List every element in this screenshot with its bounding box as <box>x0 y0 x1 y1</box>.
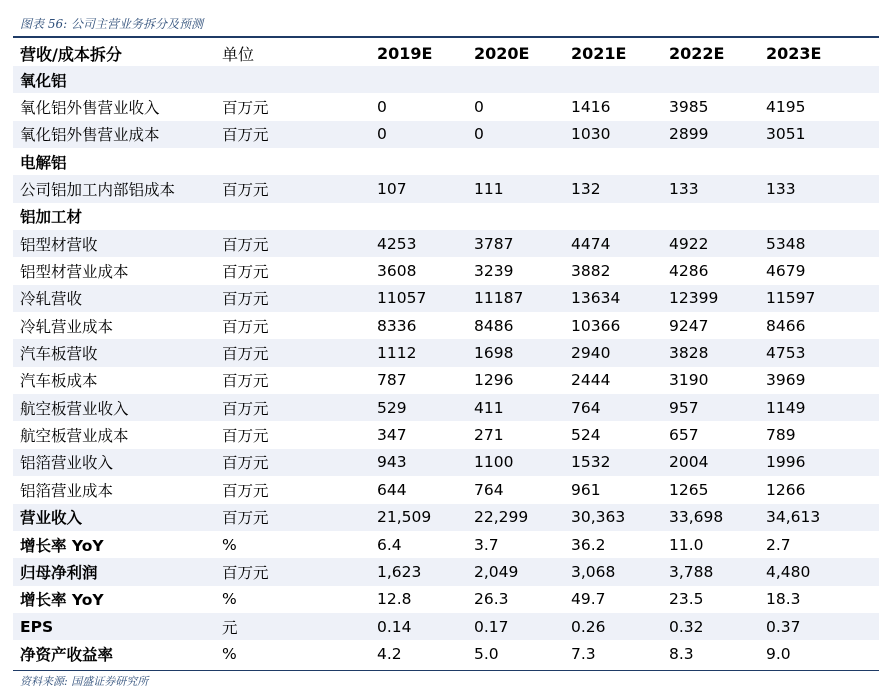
row-value: 7.3 <box>571 644 596 663</box>
row-value: 30,363 <box>571 508 626 527</box>
row-value: 5348 <box>766 234 806 253</box>
table-row <box>13 394 879 421</box>
row-label: 营业收入 <box>20 509 83 528</box>
row-label: 铝箔营业收入 <box>20 454 114 473</box>
row-value: 111 <box>474 180 504 199</box>
row-label: 增长率 YoY <box>20 536 104 555</box>
table-row <box>13 449 879 476</box>
row-value: 4474 <box>571 234 611 253</box>
row-value: 26.3 <box>474 590 509 609</box>
table-row <box>13 257 879 284</box>
row-value: 0 <box>474 125 484 144</box>
row-unit: 百万元 <box>222 290 269 309</box>
row-value: 3882 <box>571 262 611 281</box>
table-section-row <box>13 203 879 230</box>
row-value: 4286 <box>669 262 709 281</box>
row-unit: 百万元 <box>222 181 269 200</box>
row-value: 0 <box>377 98 387 117</box>
row-label: 铝加工材 <box>20 208 83 227</box>
header-year: 2020E <box>474 43 530 63</box>
row-value: 4753 <box>766 344 806 363</box>
table-body <box>13 66 879 668</box>
row-label: 增长率 YoY <box>20 591 104 610</box>
row-value: 6.4 <box>377 535 402 554</box>
row-value: 411 <box>474 398 504 417</box>
row-value: 36.2 <box>571 535 606 554</box>
row-value: 529 <box>377 398 407 417</box>
row-value: 133 <box>766 180 796 199</box>
row-label: 航空板营业成本 <box>20 427 129 446</box>
row-label: 汽车板营收 <box>20 345 98 364</box>
row-value: 5.0 <box>474 644 499 663</box>
row-value: 1996 <box>766 453 806 472</box>
row-unit: 百万元 <box>222 427 269 446</box>
row-unit: 元 <box>222 618 238 637</box>
table-row <box>13 421 879 448</box>
table-row <box>13 640 879 667</box>
row-value: 1265 <box>669 480 709 499</box>
table-row <box>13 312 879 339</box>
row-value: 4922 <box>669 234 709 253</box>
table-row <box>13 367 879 394</box>
row-label: 铝型材营收 <box>20 235 98 254</box>
row-unit: 百万元 <box>222 99 269 118</box>
row-unit: 百万元 <box>222 454 269 473</box>
row-value: 1296 <box>474 371 514 390</box>
row-value: 764 <box>571 398 601 417</box>
row-value: 132 <box>571 180 601 199</box>
row-value: 4195 <box>766 98 806 117</box>
source-note: 资料来源: 国盛证券研究所 <box>20 675 149 688</box>
row-value: 3051 <box>766 125 806 144</box>
row-value: 943 <box>377 453 407 472</box>
row-value: 957 <box>669 398 699 417</box>
table-row <box>13 476 879 503</box>
row-unit: 百万元 <box>222 372 269 391</box>
row-value: 1266 <box>766 480 806 499</box>
row-value: 3190 <box>669 371 709 390</box>
row-value: 787 <box>377 371 407 390</box>
row-unit: 百万元 <box>222 345 269 364</box>
table-row <box>13 121 879 148</box>
row-value: 133 <box>669 180 699 199</box>
row-value: 1100 <box>474 453 514 472</box>
row-value: 1416 <box>571 98 611 117</box>
table-row <box>13 586 879 613</box>
table-top-rule <box>13 36 879 38</box>
table-row <box>13 93 879 120</box>
row-value: 657 <box>669 426 699 445</box>
table-section-row <box>13 66 879 93</box>
table-row <box>13 558 879 585</box>
row-value: 0.32 <box>669 617 704 636</box>
row-value: 961 <box>571 480 601 499</box>
row-value: 4.2 <box>377 644 402 663</box>
row-value: 3985 <box>669 98 709 117</box>
row-value: 1112 <box>377 344 417 363</box>
row-value: 13634 <box>571 289 621 308</box>
row-value: 644 <box>377 480 407 499</box>
table-row <box>13 230 879 257</box>
row-value: 23.5 <box>669 590 704 609</box>
table-header-row <box>13 40 879 66</box>
table-row <box>13 175 879 202</box>
row-value: 11.0 <box>669 535 704 554</box>
row-value: 9.0 <box>766 644 791 663</box>
row-unit: 百万元 <box>222 235 269 254</box>
header-year: 2022E <box>669 43 725 63</box>
row-unit: 百万元 <box>222 481 269 500</box>
row-value: 34,613 <box>766 508 821 527</box>
row-value: 33,698 <box>669 508 724 527</box>
row-value: 1149 <box>766 398 806 417</box>
row-unit: 百万元 <box>222 509 269 528</box>
row-value: 0.17 <box>474 617 509 636</box>
row-unit: 百万元 <box>222 399 269 418</box>
row-unit: 百万元 <box>222 563 269 582</box>
row-value: 3608 <box>377 262 417 281</box>
row-value: 1030 <box>571 125 611 144</box>
row-value: 271 <box>474 426 504 445</box>
row-value: 8466 <box>766 316 806 335</box>
row-value: 0 <box>474 98 484 117</box>
row-unit: 百万元 <box>222 126 269 145</box>
row-value: 2899 <box>669 125 709 144</box>
row-value: 107 <box>377 180 407 199</box>
row-label: 冷轧营业成本 <box>20 317 114 336</box>
row-label: 氧化铝外售营业成本 <box>20 126 160 145</box>
row-value: 4,480 <box>766 562 811 581</box>
row-unit: 百万元 <box>222 263 269 282</box>
row-value: 524 <box>571 426 601 445</box>
row-value: 3969 <box>766 371 806 390</box>
row-value: 0 <box>377 125 387 144</box>
row-value: 3,068 <box>571 562 616 581</box>
row-label: 氧化铝外售营业收入 <box>20 99 160 118</box>
row-value: 22,299 <box>474 508 529 527</box>
table-row <box>13 504 879 531</box>
row-value: 2940 <box>571 344 611 363</box>
header-year: 2021E <box>571 43 627 63</box>
row-label: 归母净利润 <box>20 563 98 582</box>
row-value: 11057 <box>377 289 427 308</box>
row-value: 21,509 <box>377 508 432 527</box>
row-label: 冷轧营收 <box>20 290 83 309</box>
row-value: 789 <box>766 426 796 445</box>
row-value: 8486 <box>474 316 514 335</box>
row-value: 3828 <box>669 344 709 363</box>
header-label: 营收/成本拆分 <box>20 44 122 64</box>
row-label: 航空板营业收入 <box>20 399 129 418</box>
row-value: 4679 <box>766 262 806 281</box>
table-row <box>13 613 879 640</box>
row-value: 12399 <box>669 289 719 308</box>
row-value: 0.26 <box>571 617 606 636</box>
row-value: 2.7 <box>766 535 791 554</box>
row-value: 8.3 <box>669 644 694 663</box>
table-row <box>13 531 879 558</box>
row-label: EPS <box>20 617 54 636</box>
row-label: 汽车板成本 <box>20 372 98 391</box>
row-value: 10366 <box>571 316 621 335</box>
row-value: 11597 <box>766 289 816 308</box>
table-row <box>13 339 879 366</box>
row-unit: % <box>222 535 237 554</box>
table-row <box>13 285 879 312</box>
row-label: 电解铝 <box>20 153 67 172</box>
row-value: 1,623 <box>377 562 422 581</box>
row-unit: 百万元 <box>222 317 269 336</box>
row-value: 347 <box>377 426 407 445</box>
row-label: 铝箔营业成本 <box>20 481 114 500</box>
row-value: 4253 <box>377 234 417 253</box>
header-unit: 单位 <box>222 44 255 64</box>
forecast-table <box>13 40 879 668</box>
row-value: 3787 <box>474 234 514 253</box>
row-value: 3.7 <box>474 535 499 554</box>
row-value: 8336 <box>377 316 417 335</box>
row-value: 0.37 <box>766 617 801 636</box>
table-section-row <box>13 148 879 175</box>
row-value: 1698 <box>474 344 514 363</box>
row-value: 0.14 <box>377 617 412 636</box>
row-value: 764 <box>474 480 504 499</box>
row-value: 11187 <box>474 289 524 308</box>
row-value: 3239 <box>474 262 514 281</box>
row-unit: % <box>222 590 237 609</box>
row-value: 3,788 <box>669 562 714 581</box>
header-year: 2023E <box>766 43 822 63</box>
row-value: 9247 <box>669 316 709 335</box>
row-unit: % <box>222 644 237 663</box>
row-value: 12.8 <box>377 590 412 609</box>
row-value: 49.7 <box>571 590 606 609</box>
table-bottom-rule <box>13 670 879 671</box>
row-value: 1532 <box>571 453 611 472</box>
row-value: 2,049 <box>474 562 519 581</box>
row-value: 18.3 <box>766 590 801 609</box>
header-year: 2019E <box>377 43 433 63</box>
row-label: 氧化铝 <box>20 71 67 90</box>
row-label: 公司铝加工内部铝成本 <box>20 181 176 200</box>
figure-caption: 图表 56: 公司主营业务拆分及预测 <box>20 17 203 31</box>
row-label: 净资产收益率 <box>20 645 114 664</box>
row-value: 2444 <box>571 371 611 390</box>
row-value: 2004 <box>669 453 709 472</box>
row-label: 铝型材营业成本 <box>20 263 129 282</box>
